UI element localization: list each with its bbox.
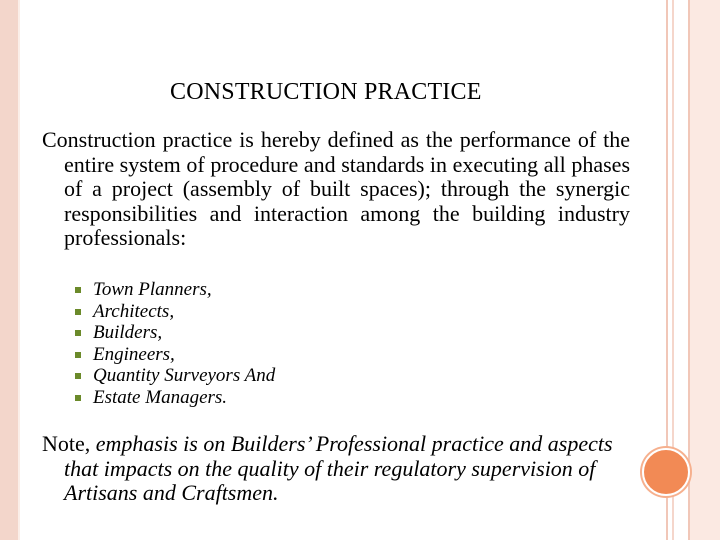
right-frame-bar	[688, 0, 720, 540]
bullet-square-icon	[75, 395, 81, 401]
bullet-square-icon	[75, 309, 81, 315]
list-item: Estate Managers.	[72, 387, 275, 409]
list-item: Architects,	[72, 301, 275, 323]
list-item: Engineers,	[72, 344, 275, 366]
decorative-circle	[642, 448, 690, 496]
slide-title: CONSTRUCTION PRACTICE	[170, 79, 482, 105]
note-paragraph	[42, 432, 624, 506]
bullet-square-icon	[75, 373, 81, 379]
bullet-square-icon	[75, 352, 81, 358]
list-item: Quantity Surveyors And	[72, 365, 275, 387]
bullet-square-icon	[75, 330, 81, 336]
list-item: Town Planners,	[72, 279, 275, 301]
intro-paragraph: Construction practice is hereby defined as the performance of the entire system of procedure and standards in executing all phases of a project (assembly of built spaces); through the synergic responsibilities and interaction among the building industry professionals:	[42, 127, 630, 250]
left-frame-bar	[0, 0, 18, 540]
bullet-square-icon	[75, 287, 81, 293]
left-frame-line	[18, 0, 20, 540]
right-frame-line	[688, 0, 690, 540]
professionals-list	[72, 279, 275, 409]
list-item: Builders,	[72, 322, 275, 344]
note-emphasis: emphasis is on Builders’ Professional practice and aspects that impacts on the quality of their regulatory supervision of Artisans and Craftsmen.	[64, 431, 613, 505]
note-prefix: Note,	[42, 431, 96, 456]
